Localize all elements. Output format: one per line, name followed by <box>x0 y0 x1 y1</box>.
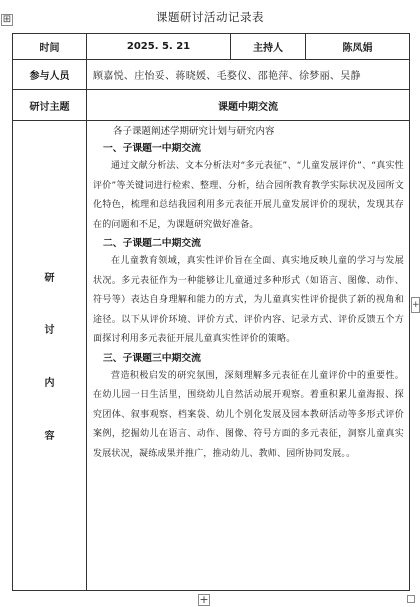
meta-row <box>13 34 410 60</box>
section-1-text: 通过文献分析法、文本分析法对“多元表征”、“儿童发展评价”、“真实性评价”等关键词进行检索、整理、分析，结合园所教育教学实际状况及园所文化特色，梳理和总结我园利用多元表征开展儿童发展评价的现状，发现其存在的问题和不足，为课题研究做好准备。 <box>93 161 404 230</box>
host-label: 主持人 <box>231 34 306 60</box>
table-move-handle[interactable]: ⊞ <box>2 14 12 25</box>
participants-value[interactable]: 顾嘉悦、庄怡妥、蒋晓媛、毛婺仪、邵艳萍、徐梦丽、吴静 <box>87 60 410 90</box>
topic-value[interactable]: 课题中期交流 <box>87 90 410 121</box>
topic-row <box>13 90 410 121</box>
time-value[interactable]: 2025. 5. 21 <box>87 34 231 60</box>
section-3-heading: 三、子课题三中期交流 <box>103 352 201 364</box>
content-row <box>13 121 410 591</box>
content-body[interactable] <box>87 121 410 591</box>
side-char-2: 讨 <box>44 325 55 336</box>
document-title: 课题研讨活动记录表 <box>156 10 264 24</box>
host-value[interactable]: 陈凤娟 <box>306 34 410 60</box>
add-column-handle[interactable]: + <box>411 297 420 313</box>
participants-row <box>13 60 410 90</box>
content-side-label <box>13 121 87 591</box>
section-2-heading: 二、子课题二中期交流 <box>103 238 201 249</box>
side-char-1: 研 <box>44 273 55 284</box>
participants-label: 参与人员 <box>13 60 87 90</box>
section-3-text: 营造积极启发的研究氛围，深刻理解多元表征在儿童评价中的重要性。在幼儿园一日生活里，围绕幼儿自然活动展开观察。着重积累儿童海报、探究团体、叙事观察、档案袋、幼儿个别化发展及园本教研活动等多形式评价案例，挖掘幼儿在语言、动作、图像、符号方面的多元表征，洞察儿童真实发展状况，凝练成果并推广，推动幼儿、教师、园所协同发展。。 <box>93 370 404 459</box>
section-2-text: 在儿童教育领域，真实性评价旨在全面、真实地反映儿童的学习与发展状况。多元表征作为一种能够让儿童通过多种形式（如语言、图像、动作、符号等）表达自身理解和能力的方式，为儿童真实性评价提供了新的视角和途径。以下从评价环境、评价方式、评价内容、记录方式、评价反馈五个方面探讨利用多元表征开展儿童真实性评价的策略。 <box>93 256 404 344</box>
record-table <box>12 33 410 591</box>
side-char-3: 内 <box>44 378 55 389</box>
topic-label: 研讨主题 <box>13 90 87 121</box>
section-1-heading: 一、子课题一中期交流 <box>103 143 201 154</box>
time-label: 时间 <box>13 34 87 60</box>
side-char-4: 容 <box>44 431 55 442</box>
table-resize-handle[interactable] <box>407 595 415 603</box>
content-intro: 各子课题阐述学期研究计划与研究内容 <box>113 126 275 137</box>
add-row-handle[interactable]: + <box>199 593 209 606</box>
